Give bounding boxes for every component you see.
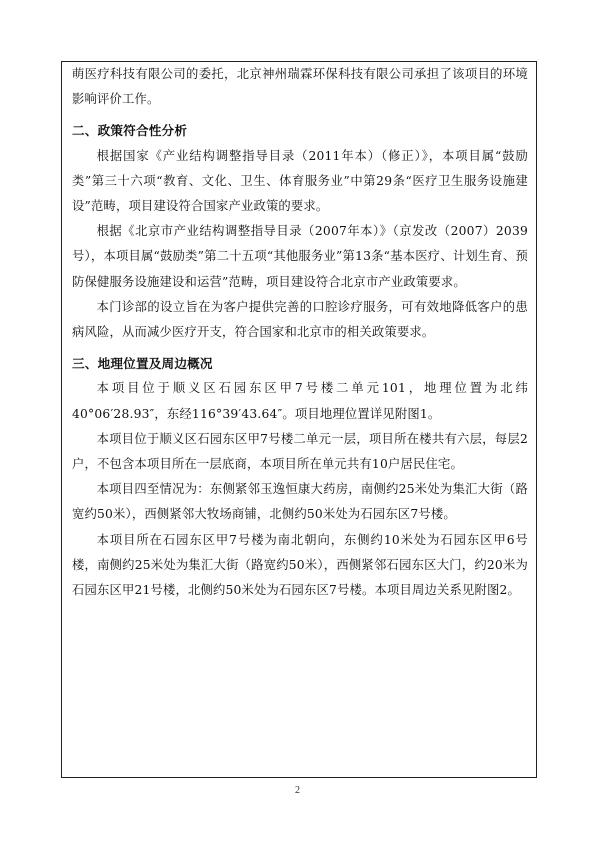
location-paragraph-4: 本项目所在石园东区甲7号楼为南北朝向，东侧约10米处为石园东区甲6号楼，南侧约25米处为集汇大街（路宽约50米），西侧紧邻石园东区大门，约20米为石园东区甲21号楼，北侧约50米处为石园东区7号楼。本项目周边关系见附图2。 [72, 532, 528, 598]
policy-paragraph-2: 根据《北京市产业结构调整指导目录（2007年本）》（京发改（2007）2039号），本项目属“鼓励类”第二十五项“其他服务业”第13条“基本医疗、计划生育、预防保健服务设施建设和运营”范畴，项目建设符合北京市产业政策要求。 [72, 224, 528, 289]
location-paragraph-1: 本项目位于顺义区石园东区甲7号楼二单元101，地理位置为北纬40°06′28.93″，东经116°39′43.64″。项目地理位置详见附图1。 [72, 381, 528, 421]
section-policy [72, 118, 528, 345]
policy-paragraph-1: 根据国家《产业结构调整指导目录（2011年本）（修正）》，本项目属“鼓励类”第三十六项“教育、文化、卫生、体育服务业”中第29条“医疗卫生服务设施建设”范畴，项目建设符合国家产业政策的要求。 [72, 148, 528, 214]
policy-paragraph-3: 本门诊部的设立旨在为客户提供完善的口腔诊疗服务，可有效地降低客户的患病风险，从而减少医疗开支，符合国家和北京市的相关政策要求。 [72, 299, 528, 340]
document-body [72, 62, 528, 603]
page-number: 2 [295, 785, 300, 796]
intro-paragraph: 萌医疗科技有限公司的委托，北京神州瑞霖环保科技有限公司承担了该项目的环境影响评价工作。 [72, 67, 528, 107]
section-heading-location: 三、地理位置及周边概况 [72, 356, 213, 372]
location-paragraph-2: 本项目位于顺义区石园东区甲7号楼二单元一层，项目所在楼共有六层，每层2户，不包含本项目所在一层底商，本项目所在单元共有10户居民住宅。 [72, 431, 528, 472]
section-location [72, 351, 528, 603]
location-paragraph-3: 本项目四至情况为：东侧紧邻玉逸恒康大药房，南侧约25米处为集汇大街（路宽约50米），西侧紧邻大牧场商铺，北侧约50米处为石园东区7号楼。 [72, 482, 528, 522]
section-heading-policy: 二、政策符合性分析 [72, 123, 188, 139]
